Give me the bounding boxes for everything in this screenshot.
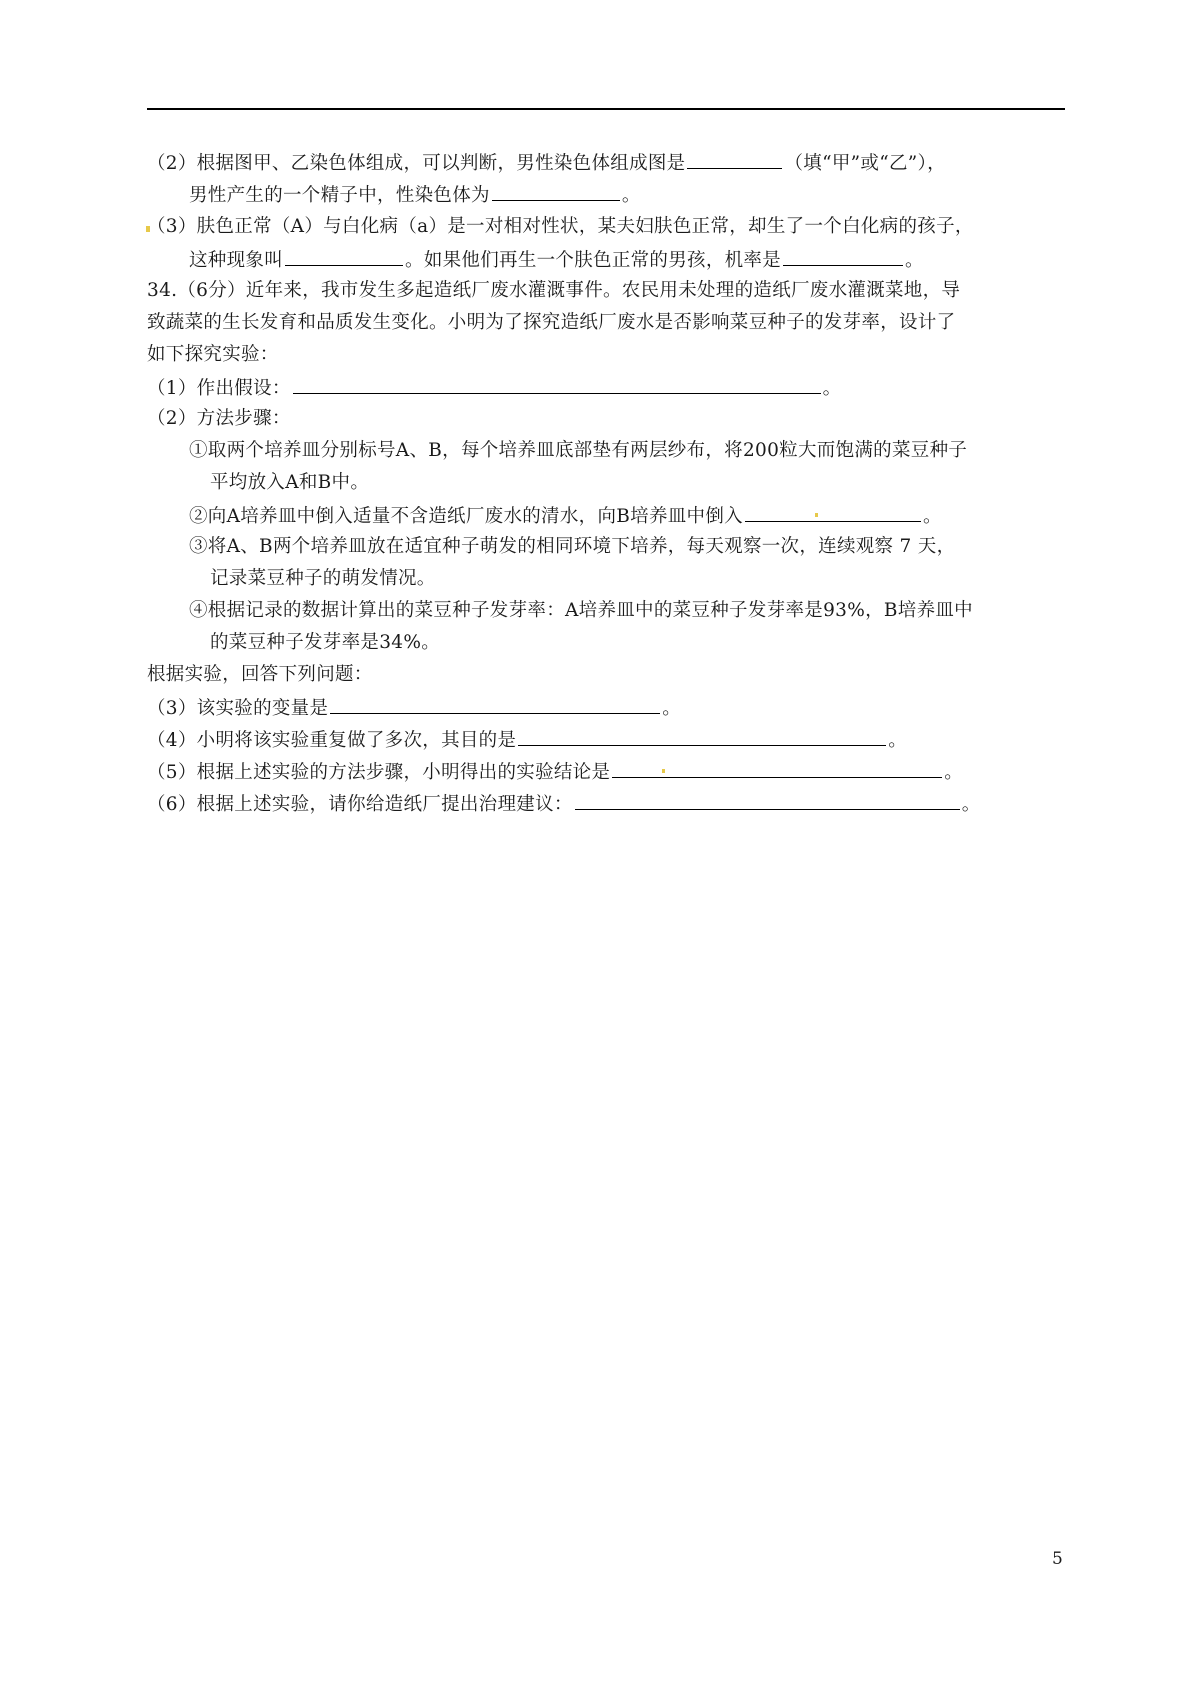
q33-part3-text: （3）肤色正常（A）与白化病（a）是一对相对性状，某夫妇肤色正常，却生了一个白化病的孩子， xyxy=(147,216,974,237)
q34-intro-text3: 如下探究实验： xyxy=(147,344,279,365)
q34-step2-text: ②向A培养皿中倒入适量不含造纸厂废水的清水，向B培养皿中倒入 xyxy=(189,506,743,527)
q33-part2-end: 。 xyxy=(621,185,641,206)
q34-question4-text: （4）小明将该实验重复做了多次，其目的是 xyxy=(147,730,517,751)
q34-intro-line2 xyxy=(147,309,955,337)
q34-question6-text: （6）根据上述实验，请你给造纸厂提出治理建议： xyxy=(147,794,573,815)
q34-step4-text2: 的菜豆种子发芽率是34%。 xyxy=(210,632,441,653)
q34-steps-heading-text: （2）方法步骤： xyxy=(147,408,291,429)
q34-question5-line xyxy=(147,757,963,787)
q33-part3-text3: 。如果他们再生一个肤色正常的男孩，机率是 xyxy=(405,250,782,271)
q34-question5-text: （5）根据上述实验的方法步骤，小明得出的实验结论是 xyxy=(147,762,611,783)
q33-part2-line2 xyxy=(189,180,641,210)
q34-step3-line2 xyxy=(210,565,436,593)
q33-part2-text: （2）根据图甲、乙染色体组成，可以判断，男性染色体组成图是 xyxy=(147,153,686,174)
q34-question3-text: （3）该实验的变量是 xyxy=(147,698,329,719)
q34-hypothesis-end: 。 xyxy=(822,378,842,399)
q33-part3-line2 xyxy=(189,245,924,275)
q34-step1-text2: 平均放入A和B中。 xyxy=(210,472,370,493)
q34-question4-end: 。 xyxy=(888,730,908,751)
q34-answer-blank-conclusion[interactable] xyxy=(612,757,942,778)
q34-steps-heading xyxy=(147,405,291,433)
q34-answer-blank-suggestion[interactable] xyxy=(575,789,960,810)
q34-answer-blank-liquid[interactable] xyxy=(745,501,921,522)
q34-hypothesis-label: （1）作出假设： xyxy=(147,378,291,399)
q33-answer-blank-phenomenon[interactable] xyxy=(285,245,403,266)
q33-part3-line1 xyxy=(147,213,974,241)
q34-intro-text1: 34.（6分）近年来，我市发生多起造纸厂废水灌溉事件。农民用未处理的造纸厂废水灌溉菜地，导 xyxy=(147,280,961,301)
q34-step3-line1 xyxy=(189,533,955,561)
q34-answer-blank-hypothesis[interactable] xyxy=(293,373,821,394)
q34-intro-line3 xyxy=(147,341,279,369)
q34-question3-line xyxy=(147,693,681,723)
q33-answer-blank-sex-chromosome[interactable] xyxy=(492,180,620,201)
q34-answer-blank-variable[interactable] xyxy=(330,693,660,714)
q33-answer-blank-male-chart[interactable] xyxy=(687,148,782,169)
q33-part3-end: 。 xyxy=(905,250,924,271)
q33-part3-text2: 这种现象叫 xyxy=(189,250,284,271)
q34-answer-intro xyxy=(147,661,373,689)
q34-step4-line1 xyxy=(189,597,973,625)
q33-part2-hint: （填“甲”或“乙”）， xyxy=(784,153,946,174)
q33-part2-line1 xyxy=(147,148,946,178)
q34-step1-line2 xyxy=(210,469,369,497)
margin-mark xyxy=(815,513,818,517)
q34-step2-line xyxy=(189,501,942,531)
q34-intro-text2: 致蔬菜的生长发育和品质发生变化。小明为了探究造纸厂废水是否影响菜豆种子的发芽率，设计了 xyxy=(147,312,956,333)
q34-question6-end: 。 xyxy=(961,794,981,815)
q34-step1-line1 xyxy=(189,437,967,465)
q33-part2-text2: 男性产生的一个精子中，性染色体为 xyxy=(189,185,490,206)
q33-answer-blank-probability[interactable] xyxy=(783,245,903,266)
q34-answer-blank-purpose[interactable] xyxy=(518,725,886,746)
q34-step3-text2: 记录菜豆种子的萌发情况。 xyxy=(210,568,436,589)
q34-question6-line xyxy=(147,789,981,819)
q34-step1-text1: ①取两个培养皿分别标号A、B，每个培养皿底部垫有两层纱布，将200粒大而饱满的菜豆种子 xyxy=(189,440,968,461)
header-rule xyxy=(147,108,1065,110)
page-number: 5 xyxy=(1052,1549,1063,1569)
q34-question3-end: 。 xyxy=(662,698,682,719)
q34-question5-end: 。 xyxy=(944,762,964,783)
q34-question4-line xyxy=(147,725,907,755)
q34-hypothesis-line xyxy=(147,373,841,403)
margin-mark xyxy=(662,769,665,773)
q34-answer-intro-text: 根据实验，回答下列问题： xyxy=(147,664,373,685)
q34-step4-text1: ④根据记录的数据计算出的菜豆种子发芽率：A培养皿中的菜豆种子发芽率是93%，B培养皿中 xyxy=(189,600,973,621)
q34-intro-line1 xyxy=(147,277,960,305)
q34-step4-line2 xyxy=(210,629,440,657)
q34-step3-text1: ③将A、B两个培养皿放在适宜种子萌发的相同环境下培养，每天观察一次，连续观察 7 天， xyxy=(189,536,956,557)
q34-step2-end: 。 xyxy=(922,506,942,527)
